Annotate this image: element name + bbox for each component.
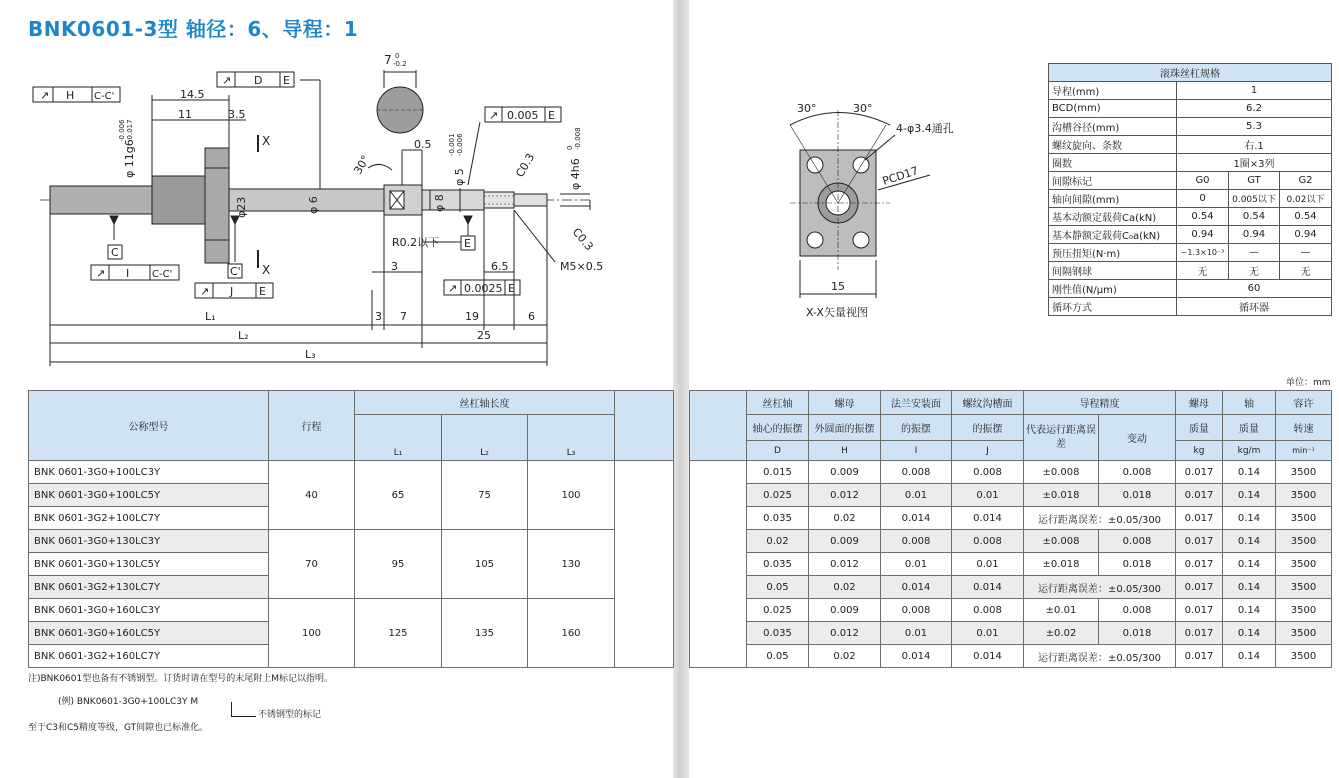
blank-column xyxy=(615,461,674,668)
frame-0005-datum: E xyxy=(548,109,555,122)
l3-cell: 160 xyxy=(528,599,615,668)
runout-i-cell: 0.01 xyxy=(881,622,952,645)
header-d-3: D xyxy=(747,441,809,461)
speed-cell: 3500 xyxy=(1276,507,1332,530)
runout-j-cell: 0.008 xyxy=(952,530,1024,553)
spec-label: 圈数 xyxy=(1049,154,1177,172)
header-l1: L₁ xyxy=(355,415,442,461)
header-h-2: 外圆面的振摆 xyxy=(809,415,881,441)
spec-table xyxy=(1048,63,1332,316)
dim-phi4h6: φ 4h6 xyxy=(569,158,582,190)
header-accuracy: 导程精度 xyxy=(1024,391,1176,415)
spec-value: G0 xyxy=(1177,172,1229,190)
accuracy-rep-cell: ±0.008 xyxy=(1024,530,1099,553)
dim-phi23: φ23 xyxy=(235,196,248,218)
flange-hole-note: 4-φ3.4通孔 xyxy=(896,122,954,135)
header-shaft-length: 丝杠轴长度 xyxy=(355,391,615,415)
flange-view-drawing xyxy=(760,90,980,330)
frame-00025-value: 0.0025 xyxy=(464,282,503,295)
speed-cell: 3500 xyxy=(1276,576,1332,599)
tol-4-lower: -0.008 xyxy=(574,127,582,150)
spec-label: 基本静额定载荷C₀a(kN) xyxy=(1049,226,1177,244)
tol-7-lower: -0.2 xyxy=(393,60,407,68)
note-leader xyxy=(231,702,256,717)
spec-label: 间隙标记 xyxy=(1049,172,1177,190)
frame-00025-sym: ↗ xyxy=(448,282,458,295)
header-speed-2: 转速 xyxy=(1276,415,1332,441)
header-model: 公称型号 xyxy=(29,391,269,461)
model-cell: BNK 0601-3G2+100LC7Y xyxy=(29,507,269,530)
spec-label: 循环方式 xyxy=(1049,298,1177,316)
spec-value: 无 xyxy=(1177,262,1229,280)
dim-3-5: 3.5 xyxy=(228,108,246,121)
shaft-mass-cell: 0.14 xyxy=(1223,553,1276,576)
frame-d-sym: ↗ xyxy=(222,74,232,87)
spec-label: BCD(mm) xyxy=(1049,100,1177,118)
section-x-bottom: X xyxy=(262,263,271,277)
spec-value: 1 xyxy=(1177,82,1332,100)
datum-c: C xyxy=(111,246,119,259)
spec-value: 无 xyxy=(1229,262,1280,280)
frame-0005-sym: ↗ xyxy=(489,109,499,122)
stroke-cell: 70 xyxy=(269,530,355,599)
accuracy-rep-cell: ±0.018 xyxy=(1024,484,1099,507)
runout-i-cell: 0.008 xyxy=(881,530,952,553)
header-i-1: 法兰安装面 xyxy=(881,391,952,415)
runout-i-cell: 0.014 xyxy=(881,576,952,599)
l2-cell: 105 xyxy=(442,530,528,599)
tol-4-upper: 0 xyxy=(566,145,574,150)
spec-value: GT xyxy=(1229,172,1280,190)
runout-j-cell: 0.01 xyxy=(952,484,1024,507)
runout-h-cell: 0.009 xyxy=(809,599,881,622)
tol-7-upper: 0 xyxy=(395,52,400,60)
tol-5-lower: -0.006 xyxy=(456,133,464,156)
header-i-2: 的振摆 xyxy=(881,415,952,441)
model-cell: BNK 0601-3G0+130LC5Y xyxy=(29,553,269,576)
header-shaft-mass-1: 轴 xyxy=(1223,391,1276,415)
model-cell: BNK 0601-3G0+130LC3Y xyxy=(29,530,269,553)
spec-value: 右.1 xyxy=(1177,136,1332,154)
speed-cell: 3500 xyxy=(1276,553,1332,576)
speed-cell: 3500 xyxy=(1276,461,1332,484)
header-shaft-mass-3: kg/m xyxy=(1223,441,1276,461)
model-table xyxy=(28,390,674,668)
page-title: BNK0601-3型 轴径：6、导程：1 xyxy=(28,17,359,41)
length-l1: L₁ xyxy=(205,310,216,323)
datum-c-prime: C' xyxy=(230,265,241,278)
dim-7: 7 xyxy=(384,53,392,67)
spec-value: 0.54 xyxy=(1177,208,1229,226)
nut-mass-cell: 0.017 xyxy=(1176,553,1223,576)
header-nut-mass-3: kg xyxy=(1176,441,1223,461)
l3-cell: 100 xyxy=(528,461,615,530)
runout-i-cell: 0.008 xyxy=(881,461,952,484)
accuracy-var-cell: 0.018 xyxy=(1099,622,1176,645)
header-d-2: 轴心的振摆 xyxy=(747,415,809,441)
spec-value: 0.54 xyxy=(1280,208,1332,226)
spec-value: 6.2 xyxy=(1177,100,1332,118)
dim-phi6: φ 6 xyxy=(307,196,320,214)
header-j-1: 螺纹沟槽面 xyxy=(952,391,1024,415)
runout-j-cell: 0.008 xyxy=(952,461,1024,484)
spec-value: 1圈×3列 xyxy=(1177,154,1332,172)
model-cell: BNK 0601-3G0+160LC3Y xyxy=(29,599,269,622)
runout-d-cell: 0.025 xyxy=(747,599,809,622)
header-h-1: 螺母 xyxy=(809,391,881,415)
stroke-cell: 40 xyxy=(269,461,355,530)
accuracy-rep-cell: ±0.01 xyxy=(1024,599,1099,622)
flange-view-caption: X-X矢量视图 xyxy=(806,306,868,319)
header-shaft-mass-2: 质量 xyxy=(1223,415,1276,441)
header-i-3: I xyxy=(881,441,952,461)
spec-label: 刚性值(N/μm) xyxy=(1049,280,1177,298)
dim-phi5: φ 5 xyxy=(453,168,466,186)
section-x-top: X xyxy=(262,134,271,148)
spec-label: 螺纹旋向、条数 xyxy=(1049,136,1177,154)
runout-j-cell: 0.01 xyxy=(952,622,1024,645)
shaft-mass-cell: 0.14 xyxy=(1223,645,1276,668)
note-example-row xyxy=(28,696,333,720)
runout-h-cell: 0.02 xyxy=(809,645,881,668)
radius-r0-2: R0.2以下 xyxy=(392,236,440,249)
tol-5-upper: -0.001 xyxy=(448,133,456,156)
accuracy-rep-cell: ±0.008 xyxy=(1024,461,1099,484)
speed-cell: 3500 xyxy=(1276,530,1332,553)
runout-i-cell: 0.014 xyxy=(881,507,952,530)
shaft-mass-cell: 0.14 xyxy=(1223,599,1276,622)
nut-mass-cell: 0.017 xyxy=(1176,484,1223,507)
header-j-2: 的振摆 xyxy=(952,415,1024,441)
accuracy-var-cell: 0.008 xyxy=(1099,530,1176,553)
speed-cell: 3500 xyxy=(1276,622,1332,645)
notes xyxy=(28,673,333,734)
tol-11-upper: -0.006 xyxy=(118,119,126,142)
nut-mass-cell: 0.017 xyxy=(1176,622,1223,645)
dim-11: 11 xyxy=(178,108,192,121)
flange-pcd: PCD17 xyxy=(880,164,920,188)
thread-m5: M5×0.5 xyxy=(560,260,604,273)
shaft-mass-cell: 0.14 xyxy=(1223,484,1276,507)
spec-header: 滚珠丝杠规格 xyxy=(1049,64,1332,82)
shaft-mass-cell: 0.14 xyxy=(1223,507,1276,530)
page-gutter xyxy=(673,0,689,778)
dim-14-5: 14.5 xyxy=(180,88,205,101)
runout-i-cell: 0.008 xyxy=(881,599,952,622)
frame-i-sym: ↗ xyxy=(96,267,106,280)
frame-d-datum: E xyxy=(283,74,290,87)
frame-0005-value: 0.005 xyxy=(507,109,539,122)
spec-value: 0.94 xyxy=(1229,226,1280,244)
spec-label: 间隔钢球 xyxy=(1049,262,1177,280)
runout-h-cell: 0.012 xyxy=(809,484,881,507)
header-d-1: 丝杠轴 xyxy=(747,391,809,415)
header-speed-1: 容许 xyxy=(1276,391,1332,415)
runout-j-cell: 0.008 xyxy=(952,599,1024,622)
spec-label: 导程(mm) xyxy=(1049,82,1177,100)
spec-value: G2 xyxy=(1280,172,1332,190)
frame-i-letter: I xyxy=(126,267,130,280)
header-accuracy-var: 变动 xyxy=(1099,415,1176,461)
frame-i-datum: C-C' xyxy=(152,269,173,280)
frame-h-datum: C-C' xyxy=(94,91,115,102)
frame-j-datum: E xyxy=(259,285,266,298)
runout-d-cell: 0.02 xyxy=(747,530,809,553)
datum-e: E xyxy=(464,237,471,250)
spacer-column xyxy=(690,461,747,668)
note-line-1: 注)BNK0601型也备有不锈钢型。订货时请在型号的末尾附上M标记以指明。 xyxy=(28,674,333,684)
runout-j-cell: 0.014 xyxy=(952,645,1024,668)
spec-value: 0.02以下 xyxy=(1280,190,1332,208)
accuracy-var-cell: 0.018 xyxy=(1099,484,1176,507)
nut-mass-cell: 0.017 xyxy=(1176,645,1223,668)
nut-mass-cell: 0.017 xyxy=(1176,530,1223,553)
l2-cell: 135 xyxy=(442,599,528,668)
runout-h-cell: 0.012 xyxy=(809,553,881,576)
flange-angle-right: 30° xyxy=(853,102,873,115)
spec-label: 轴向间隙(mm) xyxy=(1049,190,1177,208)
dim-phi8: φ 8 xyxy=(433,194,446,212)
l1-cell: 65 xyxy=(355,461,442,530)
runout-j-cell: 0.01 xyxy=(952,553,1024,576)
runout-i-cell: 0.01 xyxy=(881,484,952,507)
spec-value: 60 xyxy=(1177,280,1332,298)
runout-h-cell: 0.02 xyxy=(809,576,881,599)
model-cell: BNK 0601-3G0+100LC3Y xyxy=(29,461,269,484)
runout-h-cell: 0.012 xyxy=(809,622,881,645)
runout-d-cell: 0.05 xyxy=(747,576,809,599)
header-blank xyxy=(615,391,674,461)
angle-30: 30° xyxy=(351,153,373,177)
accuracy-rep-cell: ±0.018 xyxy=(1024,553,1099,576)
dim-25: 25 xyxy=(477,329,491,342)
l1-cell: 125 xyxy=(355,599,442,668)
model-cell: BNK 0601-3G2+130LC7Y xyxy=(29,576,269,599)
runout-j-cell: 0.014 xyxy=(952,576,1024,599)
dim-7b: 7 xyxy=(400,310,407,323)
note-marker: 不锈钢型的标记 xyxy=(258,710,322,720)
l2-cell: 75 xyxy=(442,461,528,530)
runout-i-cell: 0.014 xyxy=(881,645,952,668)
header-nut-mass-1: 螺母 xyxy=(1176,391,1223,415)
frame-h-letter: H xyxy=(66,89,75,102)
spec-value: ~1.3×10⁻³ xyxy=(1177,244,1229,262)
nut-mass-cell: 0.017 xyxy=(1176,461,1223,484)
runout-d-cell: 0.035 xyxy=(747,622,809,645)
spec-value: 循环器 xyxy=(1177,298,1332,316)
model-cell: BNK 0601-3G0+100LC5Y xyxy=(29,484,269,507)
l1-cell: 95 xyxy=(355,530,442,599)
stroke-cell: 100 xyxy=(269,599,355,668)
l3-cell: 130 xyxy=(528,530,615,599)
spec-label: 基本动额定载荷Ca(kN) xyxy=(1049,208,1177,226)
dim-6-5: 6.5 xyxy=(491,260,509,273)
frame-j-letter: J xyxy=(230,285,234,298)
header-l2: L₂ xyxy=(442,415,528,461)
runout-d-cell: 0.015 xyxy=(747,461,809,484)
header-accuracy-rep: 代表运行距离误差 xyxy=(1024,415,1099,461)
dim-0-5: 0.5 xyxy=(414,138,432,151)
dim-19: 19 xyxy=(465,310,479,323)
chamfer-c0-3-bottom: C0.3 xyxy=(569,225,596,254)
unit-label: 单位：mm xyxy=(1286,378,1331,388)
frame-00025-datum: E xyxy=(508,282,515,295)
accuracy-merged-cell: 运行距离误差：±0.05/300 xyxy=(1024,576,1176,599)
dim-6: 6 xyxy=(528,310,535,323)
runout-h-cell: 0.02 xyxy=(809,507,881,530)
spec-label: 沟槽谷径(mm) xyxy=(1049,118,1177,136)
spec-value: 0.94 xyxy=(1177,226,1229,244)
speed-cell: 3500 xyxy=(1276,645,1332,668)
header-j-3: J xyxy=(952,441,1024,461)
header-h-3: H xyxy=(809,441,881,461)
spec-value: 0.005以下 xyxy=(1229,190,1280,208)
dim-3a: 3 xyxy=(391,260,398,273)
model-cell: BNK 0601-3G2+160LC7Y xyxy=(29,645,269,668)
runout-d-cell: 0.035 xyxy=(747,507,809,530)
shaft-mass-cell: 0.14 xyxy=(1223,622,1276,645)
spec-label: 预压扭矩(N·m) xyxy=(1049,244,1177,262)
speed-cell: 3500 xyxy=(1276,484,1332,507)
spec-value: 0.94 xyxy=(1280,226,1332,244)
spec-value: 0 xyxy=(1177,190,1229,208)
note-example: (例) BNK0601-3G0+100LC3Y M xyxy=(58,697,199,707)
header-speed-3: min⁻¹ xyxy=(1276,441,1332,461)
length-l2: L₂ xyxy=(238,329,249,342)
flange-width-15: 15 xyxy=(831,280,845,293)
spec-value: 无 xyxy=(1280,262,1332,280)
accuracy-rep-cell: ±0.02 xyxy=(1024,622,1099,645)
length-l3: L₃ xyxy=(305,348,316,361)
nut-mass-cell: 0.017 xyxy=(1176,507,1223,530)
chamfer-c0-3-top: C0.3 xyxy=(513,151,538,180)
header-spacer xyxy=(690,391,747,461)
frame-d-letter: D xyxy=(254,74,263,87)
runout-d-cell: 0.05 xyxy=(747,645,809,668)
runout-i-cell: 0.01 xyxy=(881,553,952,576)
spec-value: 5.3 xyxy=(1177,118,1332,136)
header-stroke: 行程 xyxy=(269,391,355,461)
spec-value: — xyxy=(1280,244,1332,262)
runout-d-cell: 0.035 xyxy=(747,553,809,576)
model-cell: BNK 0601-3G0+160LC5Y xyxy=(29,622,269,645)
runout-h-cell: 0.009 xyxy=(809,530,881,553)
dim-3b: 3 xyxy=(375,310,382,323)
speed-cell: 3500 xyxy=(1276,599,1332,622)
nut-mass-cell: 0.017 xyxy=(1176,576,1223,599)
accuracy-var-cell: 0.018 xyxy=(1099,553,1176,576)
runout-j-cell: 0.014 xyxy=(952,507,1024,530)
frame-h-sym: ↗ xyxy=(40,89,50,102)
accuracy-merged-cell: 运行距离误差：±0.05/300 xyxy=(1024,507,1176,530)
runout-h-cell: 0.009 xyxy=(809,461,881,484)
runout-d-cell: 0.025 xyxy=(747,484,809,507)
accuracy-table xyxy=(689,390,1332,668)
flange-angle-left: 30° xyxy=(797,102,817,115)
accuracy-var-cell: 0.008 xyxy=(1099,599,1176,622)
header-nut-mass-2: 质量 xyxy=(1176,415,1223,441)
spec-value: — xyxy=(1229,244,1280,262)
accuracy-merged-cell: 运行距离误差：±0.05/300 xyxy=(1024,645,1176,668)
nut-mass-cell: 0.017 xyxy=(1176,599,1223,622)
frame-j-sym: ↗ xyxy=(200,285,210,298)
shaft-mass-cell: 0.14 xyxy=(1223,461,1276,484)
header-l3: L₃ xyxy=(528,415,615,461)
spec-value: 0.54 xyxy=(1229,208,1280,226)
shaft-mass-cell: 0.14 xyxy=(1223,530,1276,553)
note-line-3: 至于C3和C5精度等级，GT间隙也已标准化。 xyxy=(28,723,209,733)
tol-11-lower: -0.017 xyxy=(126,119,134,142)
shaft-mass-cell: 0.14 xyxy=(1223,576,1276,599)
ball-screw-drawing xyxy=(0,40,673,375)
dim-phi11g6: φ 11g6 xyxy=(123,139,136,178)
accuracy-var-cell: 0.008 xyxy=(1099,461,1176,484)
